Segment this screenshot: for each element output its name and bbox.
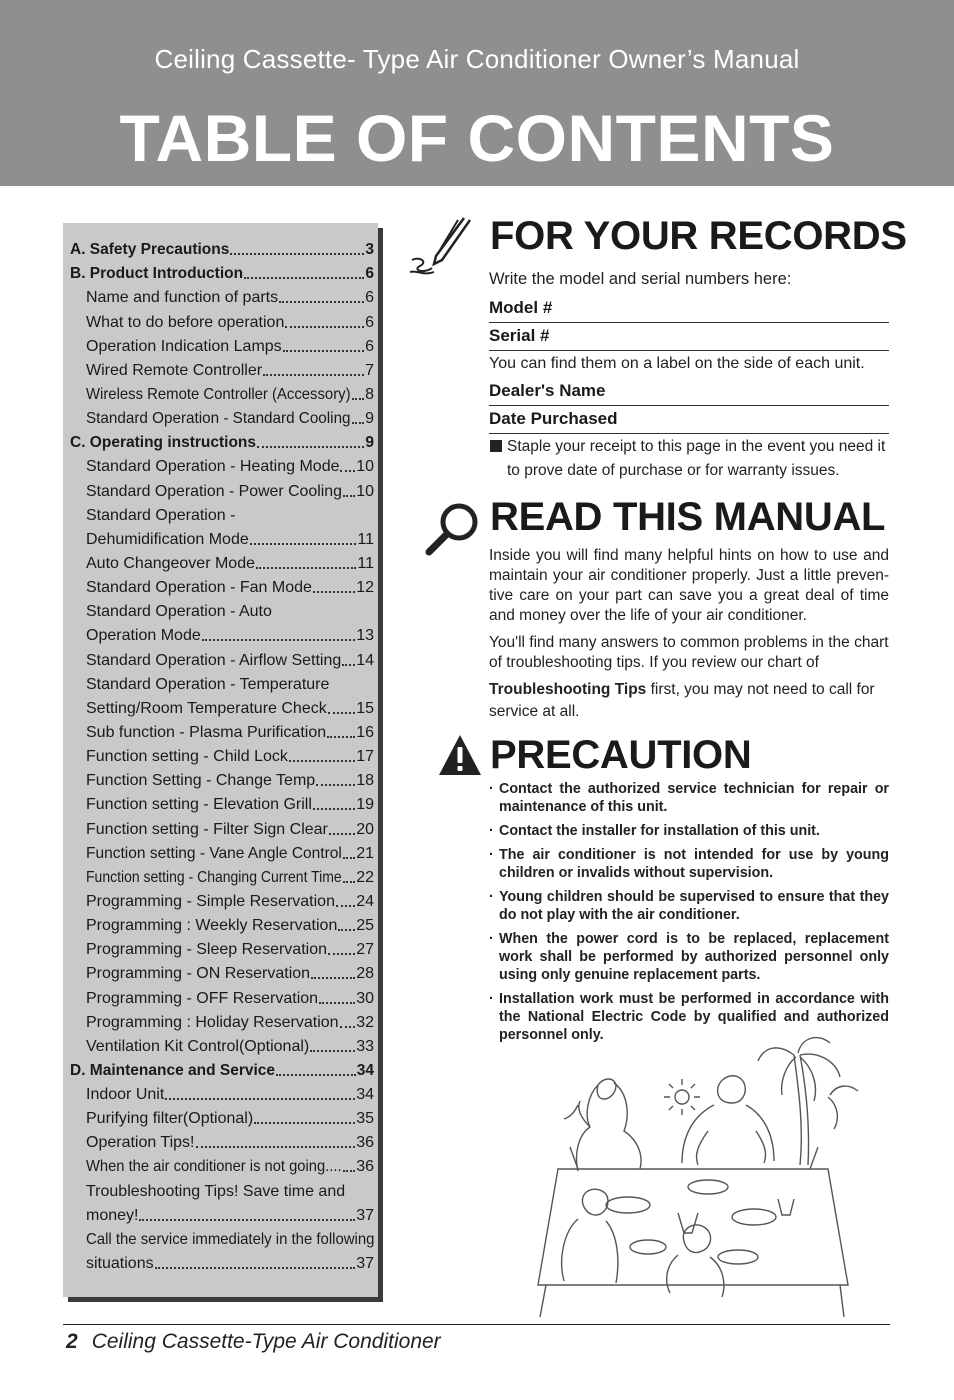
toc-entry-title: Programming : Weekly Reservation [86,917,338,935]
toc-page-number: 25 [356,917,374,935]
precaution-item: · When the power cord is to be replaced, replacement work shall be performed by authorized personnel only using only genuine replacement parts. [489,930,889,984]
toc-entry-title: Programming - ON Reservation [86,965,311,983]
toc-dot-leader [256,567,356,569]
toc-page-number: 10 [356,458,374,476]
toc-page-number: 34 [356,1086,374,1104]
toc-entry-title: Wireless Remote Controller (Accessory) [86,385,351,403]
toc-page-number: 7 [365,361,374,379]
toc-section[interactable] [70,1056,374,1080]
toc-entry[interactable] [70,1104,374,1128]
toc-dot-leader [343,495,355,497]
toc-entry-title: Function setting - Elevation Grill [86,796,312,814]
toc-page-number: 17 [356,748,374,766]
toc-page-number: 6 [365,313,374,331]
toc-dot-leader [328,712,355,714]
toc-entry[interactable] [70,1249,374,1273]
date-purchased-field[interactable]: Date Purchased [489,409,889,434]
toc-page-number: 8 [365,385,374,403]
page-footer [66,1330,441,1354]
toc-dot-leader [313,591,355,593]
toc-entry[interactable] [70,1080,374,1104]
toc-dot-leader [250,543,357,545]
toc-dot-leader [244,277,364,279]
toc-dot-leader [202,639,355,641]
toc-entry-title: Dehumidification Mode [86,530,249,548]
toc-entry[interactable] [70,597,374,621]
toc-dot-leader [276,1074,356,1076]
toc-dot-leader [338,929,355,931]
toc-entry[interactable] [70,718,374,742]
toc-entry[interactable] [70,307,374,331]
toc-dot-leader [165,1098,355,1100]
toc-dot-leader [230,253,364,255]
toc-entry-title: What to do before operation [86,313,285,331]
toc-page-number: 37 [356,1206,374,1224]
precaution-item: · Young children should be supervised to ensure that they do not play with the air conditioner. [489,888,889,924]
toc-dot-leader [310,1050,355,1052]
toc-entry[interactable] [70,983,374,1007]
serial-number-field[interactable]: Serial # [489,326,889,351]
toc-entry[interactable] [70,1152,374,1176]
family-picnic-illustration [518,1035,890,1320]
toc-entry-title: money! [86,1206,139,1224]
toc-page-number: 11 [357,530,374,548]
toc-entry-title: Ventilation Kit Control(Optional) [86,1037,310,1055]
toc-entry-title: Function Setting - Change Temp [86,772,316,790]
toc-dot-leader [352,422,365,424]
toc-entry-title: Programming - Simple Reservation [86,892,335,910]
toc-section[interactable] [70,259,374,283]
toc-entry[interactable] [70,839,374,863]
toc-page-number: 9 [365,410,374,428]
label-note: You can find them on a label on the side of each unit. [489,355,865,372]
toc-dot-leader [319,1002,355,1004]
toc-entry[interactable] [70,404,374,428]
toc-dot-leader [313,808,355,810]
toc-dot-leader [343,857,355,859]
toc-entry[interactable] [70,887,374,911]
toc-section[interactable] [70,235,374,259]
toc-entry[interactable] [70,1176,374,1200]
toc-page-number: 10 [356,482,374,500]
toc-page-number: 36 [356,1134,374,1152]
manual-paragraph-3-rest: first, you may not need to call for service at all. [489,681,875,720]
toc-entry-title: Function setting - Filter Sign Clear [86,820,328,838]
toc-entry-title: Standard Operation - Heating Mode [86,458,340,476]
toc-page-number: 13 [356,627,374,645]
toc-entry-title: Name and function of parts [86,289,279,307]
toc-dot-leader [328,953,355,955]
toc-entry-title: Operation Tips! [86,1134,195,1152]
toc-page-number: 34 [356,1061,374,1079]
model-number-field[interactable]: Model # [489,298,889,323]
toc-entry[interactable] [70,621,374,645]
toc-entry-title: Function setting - Vane Angle Control [86,844,342,862]
toc-entry[interactable] [70,501,374,525]
toc-dot-leader [343,1170,356,1172]
toc-dot-leader [311,977,355,979]
toc-entry-title: D. Maintenance and Service [70,1061,276,1079]
pen-nib-icon [406,216,476,280]
toc-entry[interactable] [70,694,374,718]
toc-entry-title: A. Safety Precautions [70,241,230,259]
toc-entry-title: Standard Operation - Auto [86,603,272,621]
toc-page-number: 3 [365,241,374,259]
toc-page-number: 19 [356,796,374,814]
toc-page-number: 32 [356,1013,374,1031]
toc-entry[interactable] [70,380,374,404]
toc-entry[interactable] [70,476,374,500]
staple-note-line1: Staple your receipt to this page in the event you need it [507,438,886,455]
precaution-list [489,780,889,1050]
toc-entry-title: Standard Operation - [86,506,236,524]
toc-entry[interactable] [70,283,374,307]
toc-entry[interactable] [70,1032,374,1056]
toc-entry[interactable] [70,935,374,959]
toc-page-number: 28 [356,965,374,983]
toc-entry[interactable] [70,645,374,669]
staple-bullet-icon [490,440,502,452]
toc-entry-title: Wired Remote Controller [86,361,263,379]
toc-dot-leader [257,446,364,448]
toc-entry-title: C. Operating instructions [70,434,257,452]
toc-entry[interactable] [70,814,374,838]
toc-entry-title: Standard Operation - Temperature [86,675,330,693]
manual-paragraph-3 [489,679,889,723]
toc-entry[interactable] [70,1008,374,1032]
toc-page-number: 33 [356,1037,374,1055]
toc-entry[interactable] [70,911,374,935]
toc-dot-leader [336,905,355,907]
toc-page-number: 27 [356,941,374,959]
warning-triangle-icon [437,733,483,777]
toc-page-number: 12 [356,579,374,597]
toc-dot-leader [329,833,355,835]
toc-page-number: 22 [356,868,374,886]
toc-dot-leader [196,1146,356,1148]
toc-entry[interactable] [70,790,374,814]
toc-dot-leader [254,1122,355,1124]
records-heading: FOR YOUR RECORDS [490,214,907,258]
toc-dot-leader [279,301,364,303]
precaution-item: · The air conditioner is not intended for use by young children or invalids without supervision. [489,846,889,882]
table-of-contents [63,223,378,1297]
staple-note-line2: to prove date of purchase or for warranty issues. [507,462,840,479]
magnifier-icon [423,500,483,560]
toc-entry-title: Operation Mode [86,627,201,645]
toc-dot-leader [316,784,355,786]
toc-entry[interactable] [70,766,374,790]
toc-dot-leader [343,881,356,883]
toc-entry-title: Indoor Unit [86,1086,165,1104]
toc-entry-title: Function setting - Child Lock [86,748,288,766]
page-number: 2 [66,1330,78,1353]
toc-page-number: 24 [356,892,374,910]
toc-dot-leader [340,470,355,472]
toc-entry[interactable] [70,1225,374,1249]
toc-entry-title: When the air conditioner is not going.... [86,1158,342,1176]
toc-entry[interactable] [70,1201,374,1225]
toc-dot-leader [155,1267,356,1269]
page-header [0,0,954,186]
manual-heading: READ THIS MANUAL [490,495,886,539]
toc-entry-title: Standard Operation - Power Cooling [86,482,342,500]
toc-dot-leader [139,1219,355,1221]
toc-dot-leader [352,398,365,400]
precaution-item: · Installation work must be performed in accordance with the National Electric Code by qualified and authorized personnel only. [489,990,889,1044]
manual-paragraph-1: Inside you will find many helpful hints on how to use and maintain your air conditioner properly. Just a little preven-tive care on your part can save you a great deal of time and money over the life of your air conditioner. [489,547,889,624]
troubleshooting-tips-term: Troubleshooting Tips [489,681,647,698]
toc-entry[interactable] [70,959,374,983]
toc-page-number: 9 [365,434,374,452]
toc-dot-leader [342,664,355,666]
toc-dot-leader [340,1026,356,1028]
toc-entry[interactable] [70,863,374,887]
toc-page-number: 16 [356,723,374,741]
toc-entry[interactable] [70,525,374,549]
toc-dot-leader [263,374,364,376]
toc-entry-title: Troubleshooting Tips! Save time and [86,1182,346,1200]
records-intro: Write the model and serial numbers here: [489,270,792,288]
toc-page-number: 11 [357,554,374,572]
toc-entry-title: Programming : Holiday Reservation [86,1013,339,1031]
toc-dot-leader [327,736,355,738]
toc-entry[interactable] [70,742,374,766]
toc-entry[interactable] [70,1128,374,1152]
footer-rule [63,1324,890,1325]
toc-dot-leader [289,760,355,762]
toc-entry-title: Standard Operation - Airflow Setting [86,651,342,669]
toc-page-number: 35 [356,1110,374,1128]
toc-entry[interactable] [70,452,374,476]
toc-entry-title: Call the service immediately in the following [86,1230,374,1248]
toc-dot-leader [283,350,364,352]
toc-entry[interactable] [70,356,374,380]
toc-page-number: 6 [365,265,374,283]
footer-title: Ceiling Cassette-Type Air Conditioner [91,1330,441,1353]
toc-section[interactable] [70,428,374,452]
precaution-item: · Contact the authorized service technician for repair or maintenance of this unit. [489,780,889,816]
toc-entry-title: Operation Indication Lamps [86,337,282,355]
dealer-name-field[interactable]: Dealer's Name [489,381,889,406]
toc-entry-title: Function setting - Changing Current Time [86,868,342,886]
toc-entry-title: Auto Changeover Mode [86,554,255,572]
toc-page-number: 6 [365,337,374,355]
toc-page-number: 14 [356,651,374,669]
toc-list [70,235,374,1273]
toc-page-number: 36 [356,1158,374,1176]
toc-entry-title: Standard Operation - Fan Mode [86,579,312,597]
toc-entry[interactable] [70,549,374,573]
toc-page-number: 30 [356,989,374,1007]
toc-entry-title: B. Product Introduction [70,265,244,283]
toc-entry-title: Sub function - Plasma Purification [86,723,327,741]
toc-page-number: 37 [356,1255,374,1273]
toc-entry-title: Programming - Sleep Reservation [86,941,327,959]
toc-entry-title: Purifying filter(Optional) [86,1110,254,1128]
toc-entry[interactable] [70,573,374,597]
toc-entry[interactable] [70,332,374,356]
precaution-heading: PRECAUTION [490,733,752,777]
page-title: TABLE OF CONTENTS [119,101,835,175]
toc-entry-title: Programming - OFF Reservation [86,989,319,1007]
toc-entry-title: Standard Operation - Standard Cooling [86,410,351,428]
toc-dot-leader [285,326,364,328]
toc-entry-title: situations [86,1255,154,1273]
toc-entry[interactable] [70,670,374,694]
toc-page-number: 15 [356,699,374,717]
toc-page-number: 6 [365,289,374,307]
toc-page-number: 21 [356,844,374,862]
toc-entry-title: Setting/Room Temperature Check [86,699,327,717]
precaution-item: · Contact the installer for installation of this unit. [489,822,889,840]
toc-page-number: 20 [356,820,374,838]
toc-page-number: 18 [356,772,374,790]
manual-paragraph-2: You'll find many answers to common problems in the chart of troubleshooting tips. If you review our chart of [489,634,889,671]
manual-subtitle: Ceiling Cassette- Type Air Conditioner Owner’s Manual [154,44,800,74]
